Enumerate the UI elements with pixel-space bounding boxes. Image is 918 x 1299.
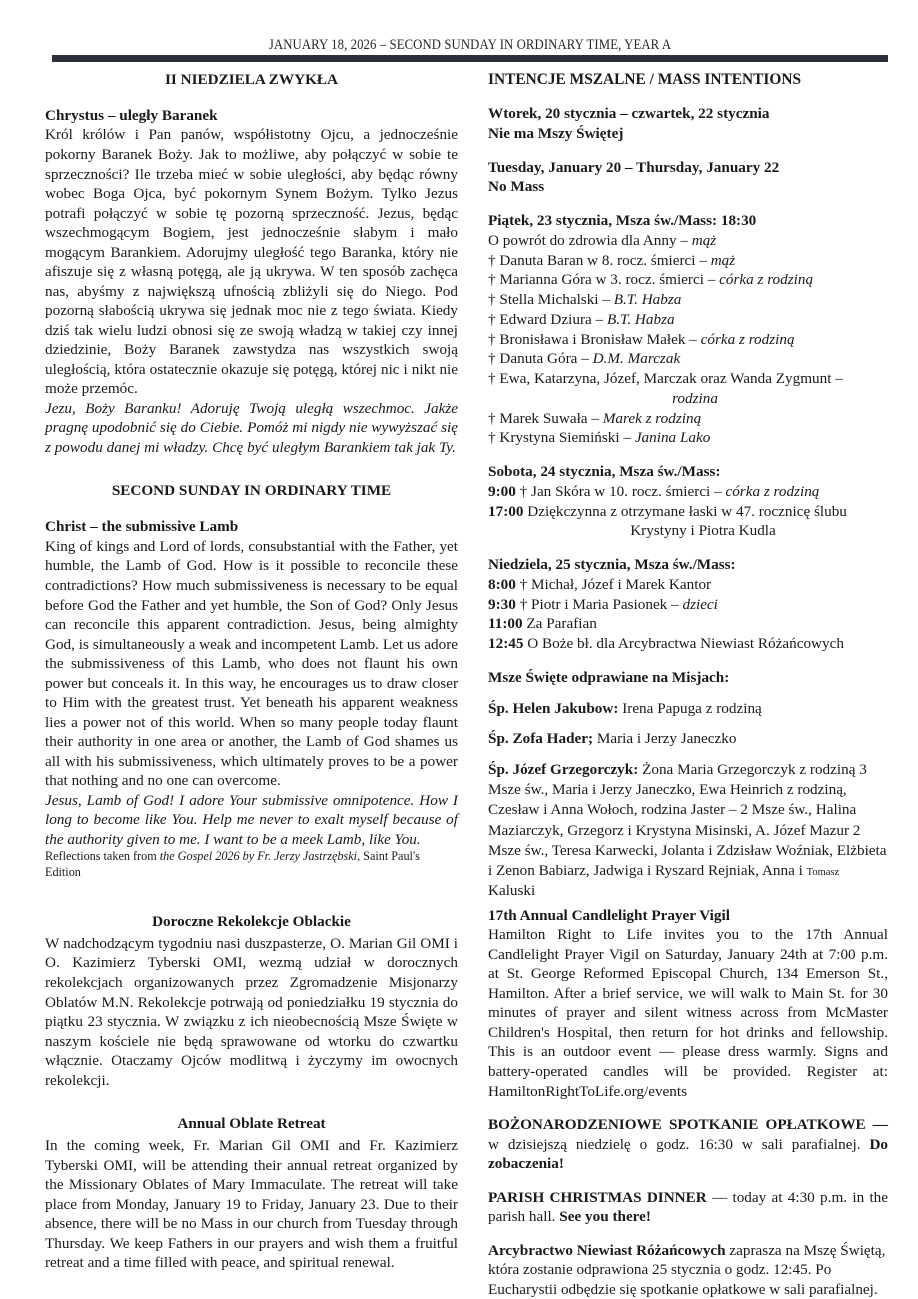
intention-donor: D.M. Marczak: [592, 350, 681, 368]
intention-donor: córka z rodziną: [700, 330, 795, 348]
intention-line: [488, 270, 888, 290]
spacer: [45, 92, 458, 106]
intention-text: † Jan Skóra w 10. rocz. śmierci –: [515, 482, 726, 500]
intention-donor: B.T. Habza: [613, 291, 682, 309]
bulletin-masthead: [52, 38, 888, 62]
intention-line: [488, 634, 888, 654]
spacer: [488, 749, 888, 760]
intention-text: † Bronisława i Bronisław Małek –: [488, 330, 701, 348]
intention-text: † Marek Suwała –: [488, 409, 603, 427]
spacer: [488, 448, 888, 462]
credit-suffix: , Saint Paul's Edition: [45, 849, 420, 879]
english-reflection-prayer: Jesus, Lamb of God! I adore Your submissive omnipotence. How I long to become like You. Help me never to exalt myself because of the authority given to me. I want to be a meek Lamb, like You.: [45, 791, 458, 848]
weekday-en-note: No Mass: [488, 178, 545, 196]
friday-intentions-list: [488, 231, 888, 448]
friday-mass-date: Piątek, 23 stycznia, Msza św./Mass: 18:30: [488, 212, 757, 230]
spacer: [488, 1174, 888, 1188]
missions-long-entry-tail: Kaluski: [488, 882, 536, 900]
intention-line: [488, 482, 888, 502]
english-reflection-subheading: Christ – the submissive Lamb: [45, 518, 239, 536]
header-divider-rule: [52, 55, 888, 62]
polish-reflection-subheading: Chrystus – uległy Baranek: [45, 107, 218, 124]
sunday-intentions-list: [488, 575, 888, 654]
missions-long-entry-text: Żona Maria Grzegorczyk z rodziną 3 Msze św., Maria i Jerzy Janeczko, Ewa Heinrich z rodziną, Czesław i Anna Wołoch, rodzina Jaster – 2 Msze św., Halina Maziarczyk, Grzegorz i Krystyna Misinski, A. Józef Mazur 2 Msze św., Teresa Karwecki, Jolanta i Zdzisław Woźniak, Elżbieta i Zenon Babiarz, Jadwiga i Ryszard Rejniak, Anna i: [488, 761, 887, 880]
intention-continuation: Krystyny i Piotra Kudla: [630, 522, 776, 540]
intention-line: [488, 290, 888, 310]
dinner-text: — today at 4:30 p.m. in the parish hall.: [488, 1188, 888, 1226]
intention-text: † Danuta Góra –: [488, 350, 593, 368]
polish-reflection-heading: II NIEDZIELA ZWYKŁA: [164, 71, 339, 88]
saturday-intentions-list: [488, 482, 888, 541]
intention-donor-continuation: rodzina: [672, 389, 718, 407]
left-column: [45, 70, 458, 1273]
rosary-announcement: [488, 1241, 888, 1299]
vigil-body: Hamilton Right to Life invites you to the 17th Annual Candlelight Prayer Vigil on Saturday, January 24th at 7:00 p.m. at St. George Reformed Episcopal Church, 134 Emerson St., Hamilton. After a brief service, we will walk to Main St. for 30 minutes of prayer and silent witness across from McMaster Children's Hospital, then return for hot drinks and fellowship. This is an outdoor event — please dress warmly. Signs and battery-operated candles will be provided. Register at: HamiltonRightToLife.org/events: [488, 926, 888, 1100]
intention-text: Za Parafian: [522, 615, 597, 633]
spacer: [488, 541, 888, 555]
rosary-lead: Arcybractwo Niewiast Różańcowych: [488, 1241, 726, 1259]
spacer: [488, 688, 888, 699]
intention-text: † Michał, Józef i Marek Kantor: [515, 575, 712, 593]
missions-long-entry-tiny-name: Tomasz: [806, 867, 840, 879]
intention-donor: Marek z rodziną: [602, 409, 702, 427]
intention-line: [488, 502, 888, 522]
weekday-pl-note: Nie ma Mszy Świętej: [488, 124, 624, 142]
intention-line: [488, 310, 888, 330]
intention-donor: dzieci: [682, 595, 718, 613]
intention-text: † Edward Dziura –: [488, 310, 607, 328]
intention-donor: córka z rodziną: [725, 482, 820, 500]
mission-entry: [488, 729, 888, 749]
intention-line: [488, 349, 888, 369]
intention-line: [488, 614, 888, 634]
oplatek-lead: BOŻONARODZENIOWE SPOTKANIE OPŁATKOWE —: [488, 1116, 888, 1134]
spacer: [45, 457, 458, 481]
dinner-announcement: [488, 1188, 888, 1227]
intention-time: 17:00: [488, 502, 524, 520]
intention-text: † Danuta Baran w 8. rocz. śmierci –: [488, 251, 711, 269]
intention-time: 11:00: [488, 615, 523, 633]
page-title: JANUARY 18, 2026 – SECOND SUNDAY IN ORDINARY TIME, YEAR A: [268, 37, 672, 53]
intention-donor: Janina Lako: [634, 429, 711, 447]
dinner-tail: See you there!: [559, 1208, 651, 1226]
intention-text: O powrót do zdrowia dla Anny –: [488, 231, 692, 249]
intention-text: † Piotr i Maria Pasionek –: [515, 595, 683, 613]
intention-text: † Ewa, Katarzyna, Józef, Marczak oraz Wanda Zygmunt –: [488, 370, 843, 388]
intention-text: Dziękczynna z otrzymane łaski w 47. rocznicę ślubu: [523, 502, 847, 520]
intention-text: † Krystyna Siemiński –: [488, 429, 635, 447]
retreat-pl-heading: Doroczne Rekolekcje Oblackie: [152, 912, 351, 930]
intention-time: 9:30: [488, 595, 516, 613]
sunday-mass-date: Niedziela, 25 stycznia, Msza św./Mass:: [488, 556, 736, 574]
intention-donor: mąż: [691, 231, 717, 249]
weekday-en-date: Tuesday, January 20 – Thursday, January 22: [488, 158, 780, 176]
intention-line: [488, 251, 888, 271]
oplatek-tail: Do zobaczenia!: [488, 1135, 888, 1173]
spacer: [45, 503, 458, 517]
intention-time: 9:00: [488, 482, 516, 500]
dinner-lead: PARISH CHRISTMAS DINNER: [488, 1188, 707, 1206]
spacer: [45, 880, 458, 904]
mission-entry-name: Śp. Helen Jakubow:: [488, 699, 619, 717]
intention-text: O Boże bł. dla Arcybractwa Niewiast Różańcowych: [523, 635, 844, 653]
spacer: [45, 1090, 458, 1114]
spacer: [488, 718, 888, 729]
missions-heading: Msze Święte odprawiane na Misjach:: [488, 668, 730, 686]
intention-line: [488, 330, 888, 350]
polish-reflection-prayer: Jezu, Boży Baranku! Adoruję Twoją uległą wszechmoc. Jakże pragnę upodobnić się do Ciebie. Pomóż mi nigdy nie wywyższać się z powodu danej mi władzy. Chcę być uległym Barankiem tak jak Ty.: [45, 399, 458, 456]
oplatek-text: w dzisiejszą niedzielę o godz. 16:30 w sali parafialnej.: [488, 1135, 870, 1153]
retreat-en-heading: Annual Oblate Retreat: [177, 1115, 326, 1133]
mission-entry-donor: Irena Papuga z rodziną: [618, 699, 762, 717]
retreat-en-body: In the coming week, Fr. Marian Gil OMI and Fr. Kazimierz Tyberski OMI, will be attending their annual retreat organized by the Missionary Oblates of Mary Immaculate. The retreat will take place from Monday, January 19 to Friday, January 23. Due to their absence, there will be no Mass in our church from Tuesday through Thursday. We keep Fathers in our prayers and wish them a fruitful retreat and a time filled with peace, and spiritual renewal.: [45, 1137, 458, 1272]
vigil-heading: 17th Annual Candlelight Prayer Vigil: [488, 906, 730, 924]
polish-reflection-body: Król królów i Pan panów, współistotny Ojcu, a jednocześnie pokorny Baranek Boży. Jak to możliwe, aby połączyć w sobie te sprzeczności? Ile trzeba mieć w sobie uległości, aby będąc równy wobec Boga Ojca, być pokornym Synem Bożym. Tylko Jezus potrafi połączyć w sobie tę pozorną sprzeczność. Jezus, będąc wszechmogącym Bogiem, jest jednocześnie słabym i mało mogącym Barankiem. Adorujmy uległość tego Baranka, który nie afiszuje się z własną potęgą, ale ją ukrywa. W ten sposób zachęca nas, abyśmy z największą ufnością zbliżyli się do Niego. Pod pozorną słabością ukrywa się jednak moc nie z tego świata. Kiedy dziś tak wielu ludzi obnosi się ze swoją władzą w takiej czy innej dziedzinie, Boży Baranek zawstydza nas wszystkich swoją uległością, która ostatecznie okazuje się potęgą, której nic i nikt nie może przemóc.: [45, 126, 458, 398]
right-column: [488, 70, 888, 1299]
rosary-text: zaprasza na Mszę Świętą, która zostanie odprawiona 25 stycznia o godz. 12:45. Po Eucharystii odbędzie się spotkanie opłatkowe w sali parafialnej.: [488, 1241, 886, 1298]
intention-time: 8:00: [488, 575, 516, 593]
english-reflection-body: King of kings and Lord of lords, consubstantial with the Father, yet humble, the Lamb of God. How is it possible to reconcile these contradictions? How much submissiveness is necessary to be equal before God the Father and yet humble, the Son of God? Only Jesus can reconcile this apparent contradiction. Jesus, being almighty God, is simultaneously a weak and incompetent Lamb. Let us adore the submissiveness of this Lamb, who does not flaunt his own power but conceals it. In this way, he encourages us to draw closer to Him with the greatest trust. Yet beneath his apparent weakness lies a power not of this world. When so many people today flaunt their authority in one area or another, the Lamb of God shames us all with his submissiveness, which ultimately proves to be a power that nothing and no one can overcome.: [45, 537, 458, 790]
saturday-mass-date: Sobota, 24 stycznia, Msza św./Mass:: [488, 463, 721, 481]
missions-long-entry: [488, 760, 888, 902]
oplatek-announcement: [488, 1115, 888, 1174]
english-reflection-heading: SECOND SUNDAY IN ORDINARY TIME: [111, 482, 392, 500]
intention-donor: mąż: [710, 251, 736, 269]
reflection-credit: [45, 849, 458, 880]
intention-text: † Stella Michalski –: [488, 291, 614, 309]
intention-line: [488, 595, 888, 615]
missions-long-entry-name: Śp. Józef Grzegorczyk:: [488, 761, 639, 779]
retreat-pl-body: W nadchodzącym tygodniu nasi duszpasterze, O. Marian Gil OMI i O. Kazimierz Tyberski OMI, wezmą udział w dorocznych rekolekcjach organizowanych przez Zgromadzenie Misjonarzy Oblatów M.N. Rekolekcje potrwają od poniedziałku 19 stycznia do piątku 23 stycznia. W związku z ich nieobecnością Msze Święte w naszym kościele nie będą sprawowane od wtorku do czwartku włącznie. Otaczamy Ojców modlitwą i życzymy im owocnych rekolekcji.: [45, 934, 458, 1089]
intention-line: [488, 575, 888, 595]
mission-entry: [488, 699, 888, 719]
intention-text: † Marianna Góra w 3. rocz. śmierci –: [488, 271, 720, 289]
spacer: [488, 1227, 888, 1241]
intention-time: 12:45: [488, 635, 524, 653]
spacer: [488, 90, 888, 104]
mass-intentions-title: INTENCJE MSZALNE / MASS INTENTIONS: [488, 71, 802, 88]
intention-line: [488, 428, 888, 448]
intention-line: [488, 231, 888, 251]
intention-line: [488, 409, 888, 429]
credit-prefix: Reflections taken from: [45, 849, 160, 864]
credit-source: the Gospel 2026 by Fr. Jerzy Jastrzębski: [159, 849, 358, 864]
spacer: [45, 904, 458, 912]
intention-line: [488, 369, 888, 389]
spacer: [488, 654, 888, 668]
spacer: [488, 1101, 888, 1115]
weekday-pl-date: Wtorek, 20 stycznia – czwartek, 22 stycznia: [488, 105, 770, 123]
intention-donor: córka z rodziną: [719, 271, 814, 289]
mission-entry-name: Śp. Zofa Hader;: [488, 730, 594, 748]
intention-donor: B.T. Habza: [606, 310, 675, 328]
spacer: [488, 197, 888, 211]
mission-entry-donor: Maria i Jerzy Janeczko: [593, 730, 737, 748]
spacer: [488, 144, 888, 158]
missions-entries-list: [488, 688, 888, 750]
